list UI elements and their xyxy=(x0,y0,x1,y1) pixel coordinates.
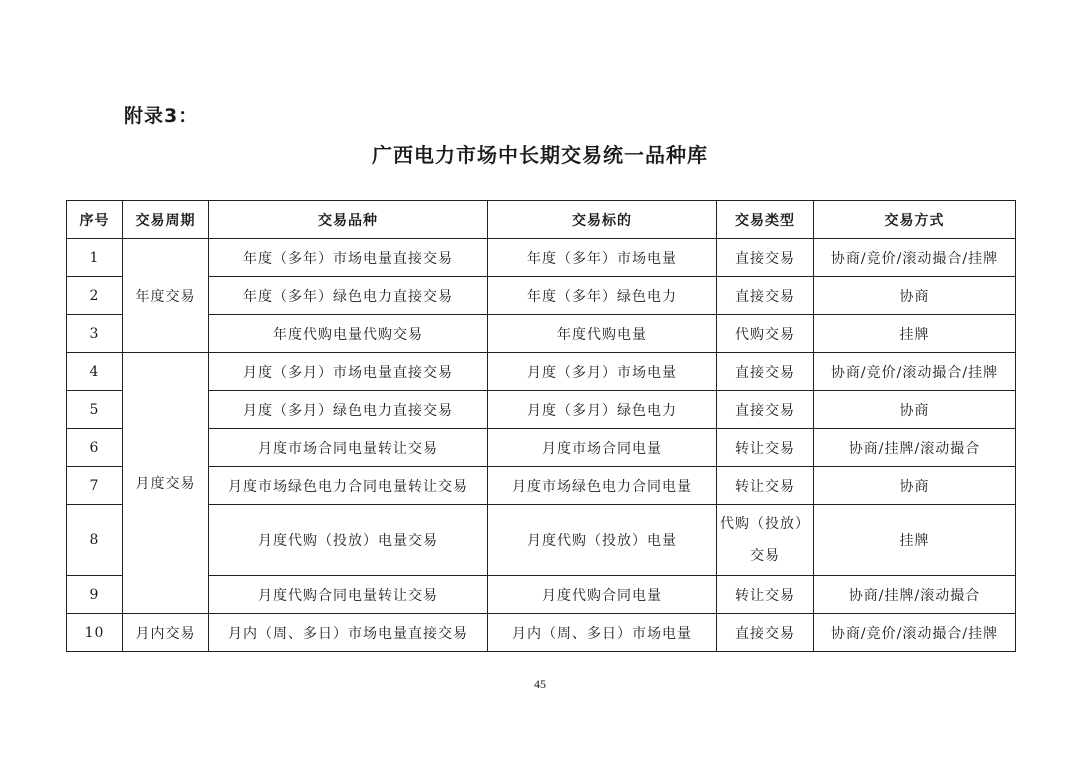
cell-period-annual: 年度交易 xyxy=(123,239,209,353)
header-variety: 交易品种 xyxy=(209,201,488,239)
trade-variety-table xyxy=(66,200,1016,652)
cell-subject: 年度代购电量 xyxy=(488,315,717,353)
cell-serial: 1 xyxy=(67,239,123,277)
cell-variety: 年度代购电量代购交易 xyxy=(209,315,488,353)
cell-type: 直接交易 xyxy=(717,391,814,429)
cell-type: 直接交易 xyxy=(717,614,814,652)
cell-subject: 月度（多月）市场电量 xyxy=(488,353,717,391)
cell-serial: 7 xyxy=(67,467,123,505)
cell-method: 协商/挂牌/滚动撮合 xyxy=(814,576,1016,614)
cell-type: 转让交易 xyxy=(717,467,814,505)
cell-type: 转让交易 xyxy=(717,576,814,614)
table-row xyxy=(67,429,1016,467)
cell-subject: 年度（多年）市场电量 xyxy=(488,239,717,277)
cell-method: 协商/挂牌/滚动撮合 xyxy=(814,429,1016,467)
cell-serial: 6 xyxy=(67,429,123,467)
cell-method: 挂牌 xyxy=(814,505,1016,576)
cell-type: 代购交易 xyxy=(717,315,814,353)
cell-method: 协商 xyxy=(814,467,1016,505)
cell-serial: 2 xyxy=(67,277,123,315)
cell-method: 协商/竞价/滚动撮合/挂牌 xyxy=(814,239,1016,277)
cell-serial: 4 xyxy=(67,353,123,391)
table-row xyxy=(67,353,1016,391)
cell-method: 协商/竞价/滚动撮合/挂牌 xyxy=(814,353,1016,391)
cell-type: 直接交易 xyxy=(717,239,814,277)
cell-subject: 月度代购（投放）电量 xyxy=(488,505,717,576)
header-period: 交易周期 xyxy=(123,201,209,239)
table-row xyxy=(67,576,1016,614)
cell-method: 协商 xyxy=(814,391,1016,429)
table-row xyxy=(67,614,1016,652)
cell-serial: 10 xyxy=(67,614,123,652)
cell-subject: 月度代购合同电量 xyxy=(488,576,717,614)
cell-variety: 月度市场绿色电力合同电量转让交易 xyxy=(209,467,488,505)
cell-serial: 5 xyxy=(67,391,123,429)
cell-type: 转让交易 xyxy=(717,429,814,467)
table-row xyxy=(67,467,1016,505)
cell-variety: 年度（多年）绿色电力直接交易 xyxy=(209,277,488,315)
table-row xyxy=(67,277,1016,315)
cell-variety: 月内（周、多日）市场电量直接交易 xyxy=(209,614,488,652)
cell-variety: 月度代购（投放）电量交易 xyxy=(209,505,488,576)
document-title: 广西电力市场中长期交易统一品种库 xyxy=(372,143,708,167)
header-type: 交易类型 xyxy=(717,201,814,239)
cell-period-intra-month: 月内交易 xyxy=(123,614,209,652)
table-row xyxy=(67,391,1016,429)
cell-method: 挂牌 xyxy=(814,315,1016,353)
cell-serial: 9 xyxy=(67,576,123,614)
header-method: 交易方式 xyxy=(814,201,1016,239)
cell-variety: 月度（多月）绿色电力直接交易 xyxy=(209,391,488,429)
cell-type: 直接交易 xyxy=(717,277,814,315)
cell-subject: 月度市场合同电量 xyxy=(488,429,717,467)
table-header-row xyxy=(67,201,1016,239)
header-subject: 交易标的 xyxy=(488,201,717,239)
cell-subject: 月度市场绿色电力合同电量 xyxy=(488,467,717,505)
appendix-label: 附录3： xyxy=(124,105,199,127)
cell-subject: 月度（多月）绿色电力 xyxy=(488,391,717,429)
page-number: 45 xyxy=(534,677,546,691)
table-row xyxy=(67,239,1016,277)
cell-method: 协商 xyxy=(814,277,1016,315)
cell-period-monthly: 月度交易 xyxy=(123,353,209,614)
table-row xyxy=(67,315,1016,353)
table-row xyxy=(67,505,1016,576)
cell-subject: 月内（周、多日）市场电量 xyxy=(488,614,717,652)
cell-variety: 月度代购合同电量转让交易 xyxy=(209,576,488,614)
cell-serial: 3 xyxy=(67,315,123,353)
cell-subject: 年度（多年）绿色电力 xyxy=(488,277,717,315)
cell-type: 直接交易 xyxy=(717,353,814,391)
cell-variety: 月度市场合同电量转让交易 xyxy=(209,429,488,467)
cell-variety: 月度（多月）市场电量直接交易 xyxy=(209,353,488,391)
cell-serial: 8 xyxy=(67,505,123,576)
cell-type: 代购（投放）交易 xyxy=(717,505,814,576)
cell-method: 协商/竞价/滚动撮合/挂牌 xyxy=(814,614,1016,652)
cell-variety: 年度（多年）市场电量直接交易 xyxy=(209,239,488,277)
header-serial: 序号 xyxy=(67,201,123,239)
